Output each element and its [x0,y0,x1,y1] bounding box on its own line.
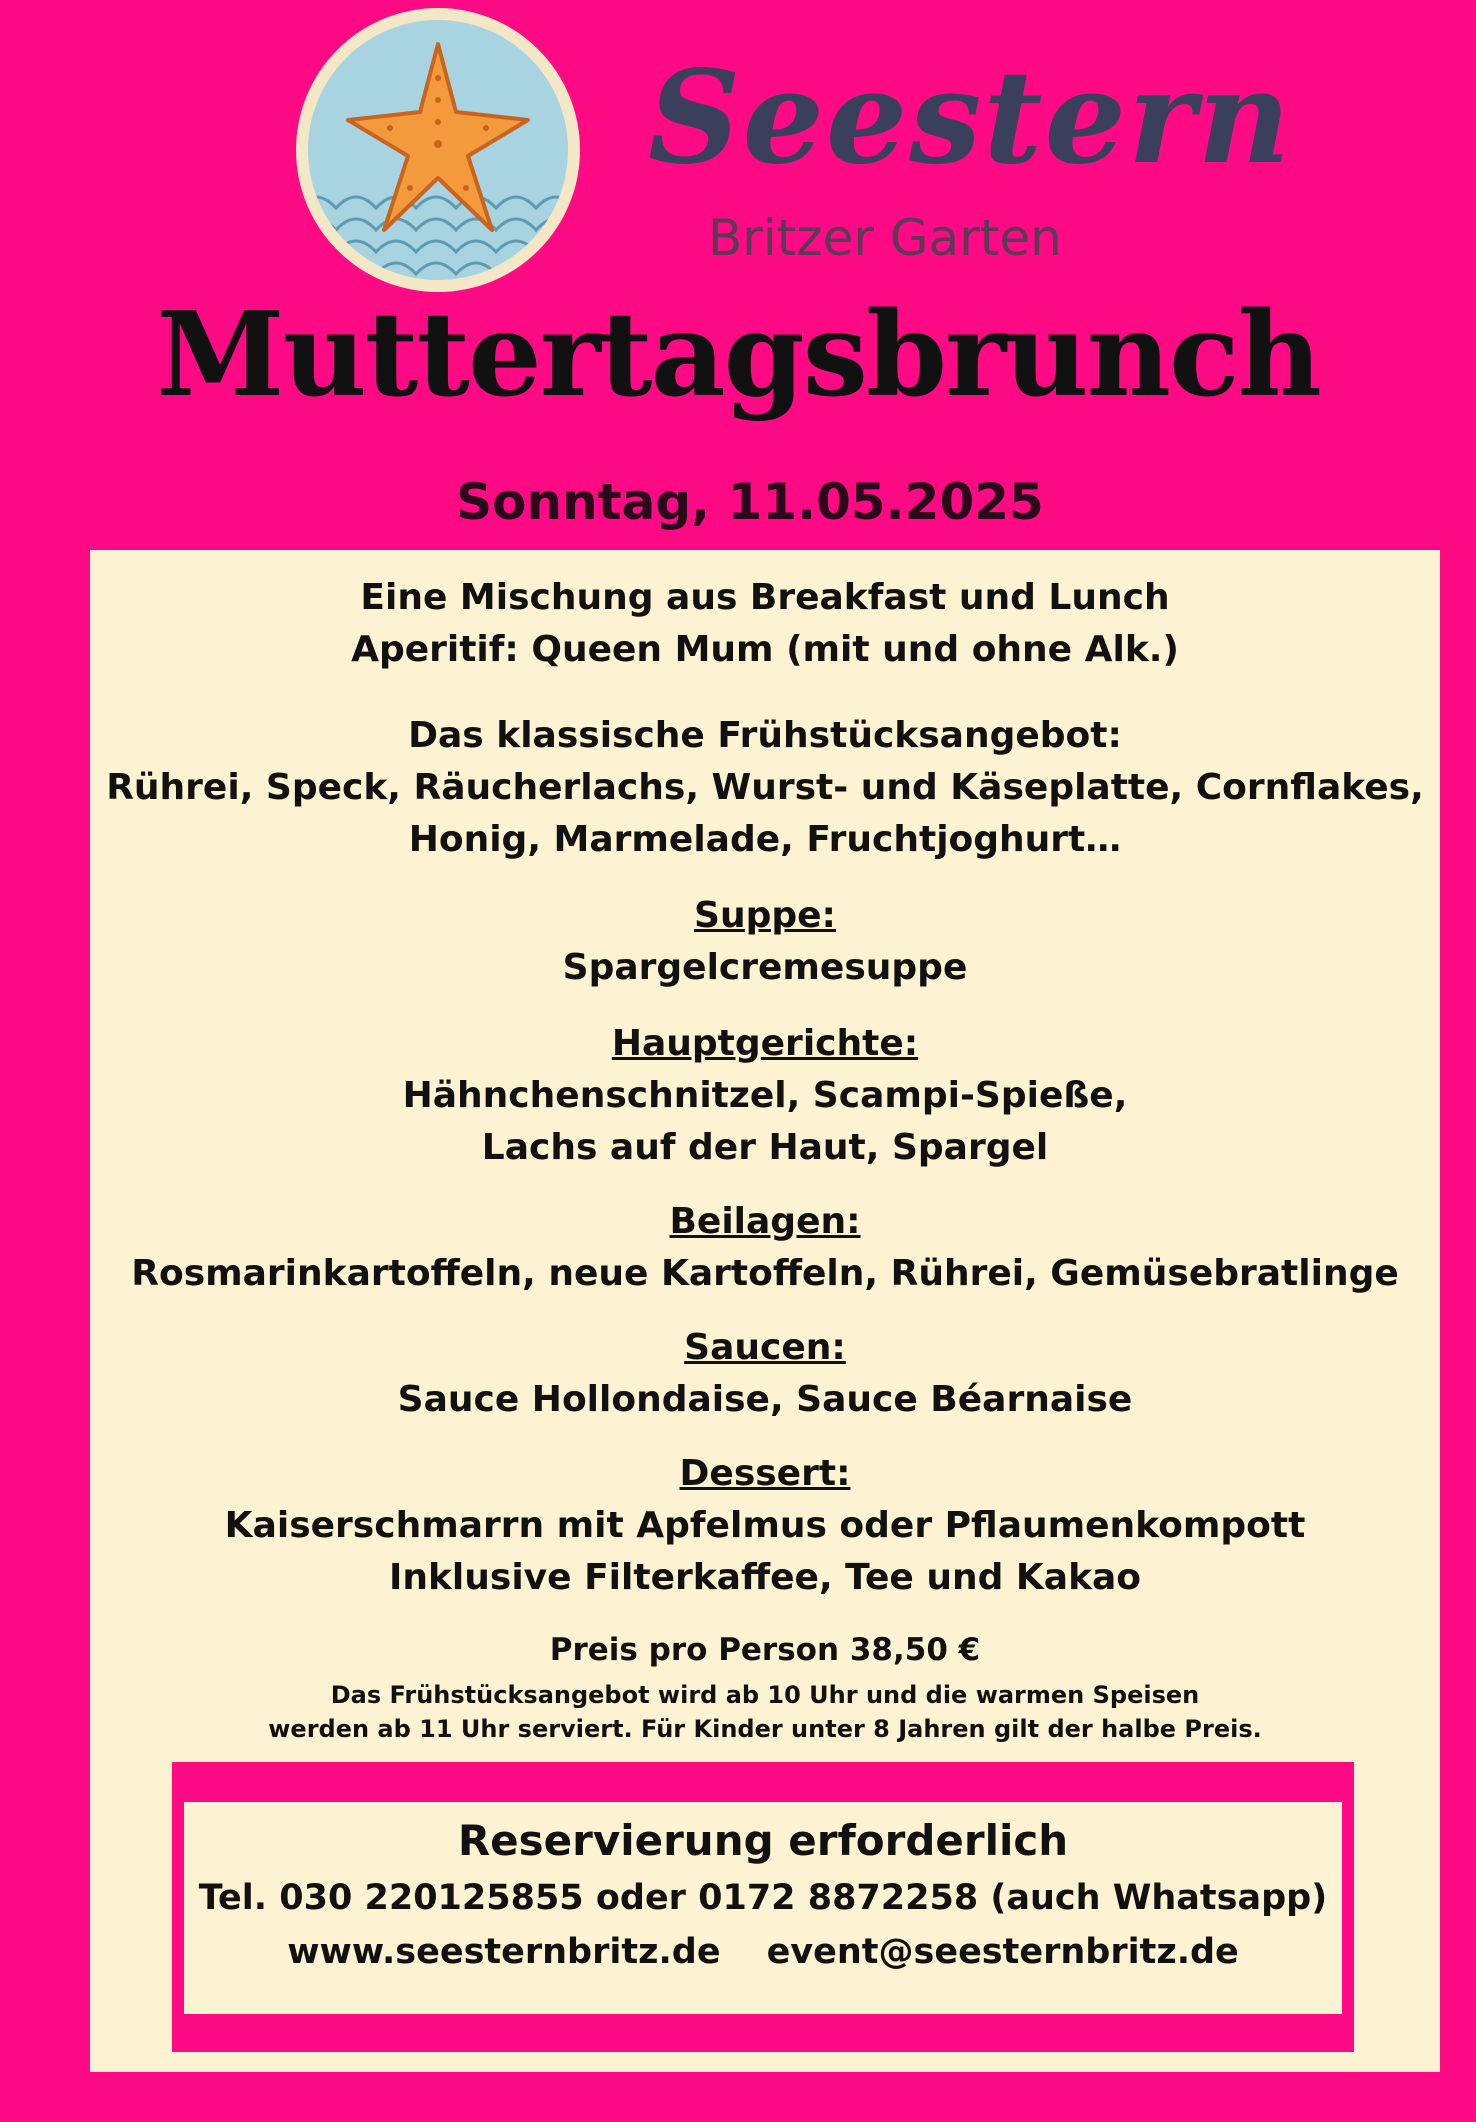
note-line-1: Das Frühstücksangebot wird ab 10 Uhr und die warmen Speisen [330,1681,1200,1709]
dessert-heading: Dessert: [679,1453,851,1494]
soup-items: Spargelcremesuppe [562,947,968,988]
mains-line-2: Lachs auf der Haut, Spargel [481,1127,1049,1168]
reservation-box [184,1802,1342,2014]
email-link[interactable]: event@seesternbritz.de [766,1932,1239,1972]
note-line-2: werden ab 11 Uhr serviert. Für Kinder unter 8 Jahren gilt der halbe Preis. [268,1715,1262,1743]
sides-heading: Beilagen: [669,1201,861,1242]
menu-panel [90,550,1440,2072]
sauces-items: Sauce Hollondaise, Sauce Béarnaise [397,1379,1133,1420]
dessert-line-1: Kaiserschmarrn mit Apfelmus oder Pflaumenkompott [224,1505,1306,1546]
event-title: Muttertagsbrunch [156,287,1320,423]
price: Preis pro Person 38,50 € [549,1632,981,1668]
sides-items: Rosmarinkartoffeln, neue Kartoffeln, Rührei, Gemüsebratlinge [131,1253,1399,1294]
dessert-line-2: Inklusive Filterkaffee, Tee und Kakao [388,1557,1142,1598]
reservation-frame [172,1762,1354,2052]
soup-heading: Suppe: [694,895,836,936]
breakfast-line-2: Honig, Marmelade, Fruchtjoghurt… [408,819,1122,860]
reservation-phone: Tel. 030 220125855 oder 0172 8872258 (auch Whatsapp) [198,1878,1328,1918]
starfish-icon [296,8,580,292]
mains-heading: Hauptgerichte: [611,1023,919,1064]
breakfast-heading: Das klassische Frühstücksangebot: [408,715,1122,756]
mains-line-1: Hähnchenschnitzel, Scampi-Spieße, [402,1075,1128,1116]
logo [296,8,580,292]
website-link[interactable]: www.seesternbritz.de [287,1932,721,1972]
event-date: Sonntag, 11.05.2025 [456,473,1044,531]
brand-subtitle: Britzer Garten [708,209,1062,267]
reservation-heading: Reservierung erforderlich [457,1816,1069,1865]
reservation-contact [184,1926,1342,1978]
breakfast-line-1: Rührei, Speck, Räucherlachs, Wurst- und Käseplatte, Cornflakes, [106,767,1424,808]
sauces-heading: Saucen: [684,1327,846,1368]
intro-line-2: Aperitif: Queen Mum (mit und ohne Alk.) [351,629,1179,670]
intro-line-1: Eine Mischung aus Breakfast und Lunch [360,577,1170,618]
brand-name: Seestern [648,43,1293,193]
